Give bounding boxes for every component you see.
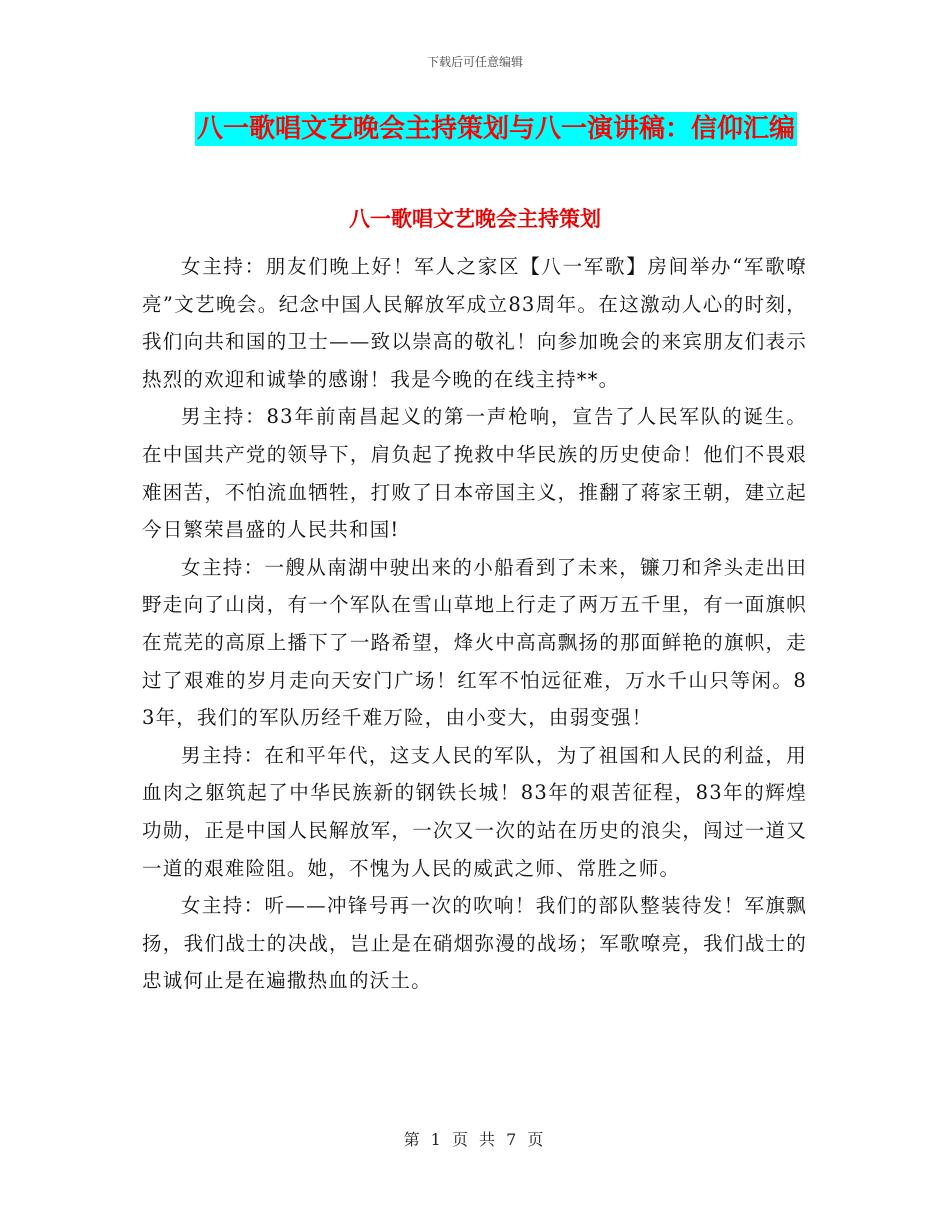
document-title: 八一歌唱文艺晚会主持策划与八一演讲稿：信仰汇编 bbox=[197, 114, 796, 144]
paragraph: 男主持：在和平年代，这支人民的军队，为了祖国和人民的利益，用血肉之躯筑起了中华民族新的钢铁长城！83年的艰苦征程，83年的辉煌功勋，正是中国人民解放军，一次又一次的站在历史的浪尖，闯过一道又一道的艰难险阻。她，不愧为人民的威武之师、常胜之师。 bbox=[142, 743, 807, 880]
paragraph: 男主持：83年前南昌起义的第一声枪响，宣告了人民军队的诞生。在中国共产党的领导下，肩负起了挽救中华民族的历史使命！他们不畏艰难困苦，不怕流血牺牲，打败了日本帝国主义，推翻了蒋家王朝，建立起今日繁荣昌盛的人民共和国! bbox=[142, 405, 807, 542]
paragraph: 女主持：听——冲锋号再一次的吹响！我们的部队整装待发！军旗飘扬，我们战士的决战，岂止是在硝烟弥漫的战场；军歌嘹亮，我们战士的忠诚何止是在遍撒热血的沃土。 bbox=[142, 894, 807, 993]
section-title: 八一歌唱文艺晚会主持策划 bbox=[349, 206, 601, 231]
header-note: 下载后可任意编辑 bbox=[426, 55, 523, 69]
document-title-wrapper bbox=[195, 112, 797, 146]
page-footer: 第 1 页 共 7 页 bbox=[403, 1130, 547, 1149]
body-text bbox=[142, 248, 807, 1000]
paragraph: 女主持：一艘从南湖中驶出来的小船看到了未来，镰刀和斧头走出田野走向了山岗，有一个军队在雪山草地上行走了两万五千里，有一面旗帜在荒芜的高原上播下了一路希望，烽火中高高飘扬的那面鲜艳的旗帜，走过了艰难的岁月走向天安门广场！红军不怕远征难，万水千山只等闲。83年，我们的军队历经千难万险，由小变大，由弱变强！ bbox=[142, 555, 807, 730]
paragraph: 女主持：朋友们晚上好！军人之家区【八一军歌】房间举办“军歌嘹亮”文艺晚会。纪念中国人民解放军成立83周年。在这激动人心的时刻，我们向共和国的卫士——致以崇高的敬礼！向参加晚会的来宾朋友们表示热烈的欢迎和诚挚的感谢！我是今晚的在线主持**。 bbox=[142, 255, 807, 391]
